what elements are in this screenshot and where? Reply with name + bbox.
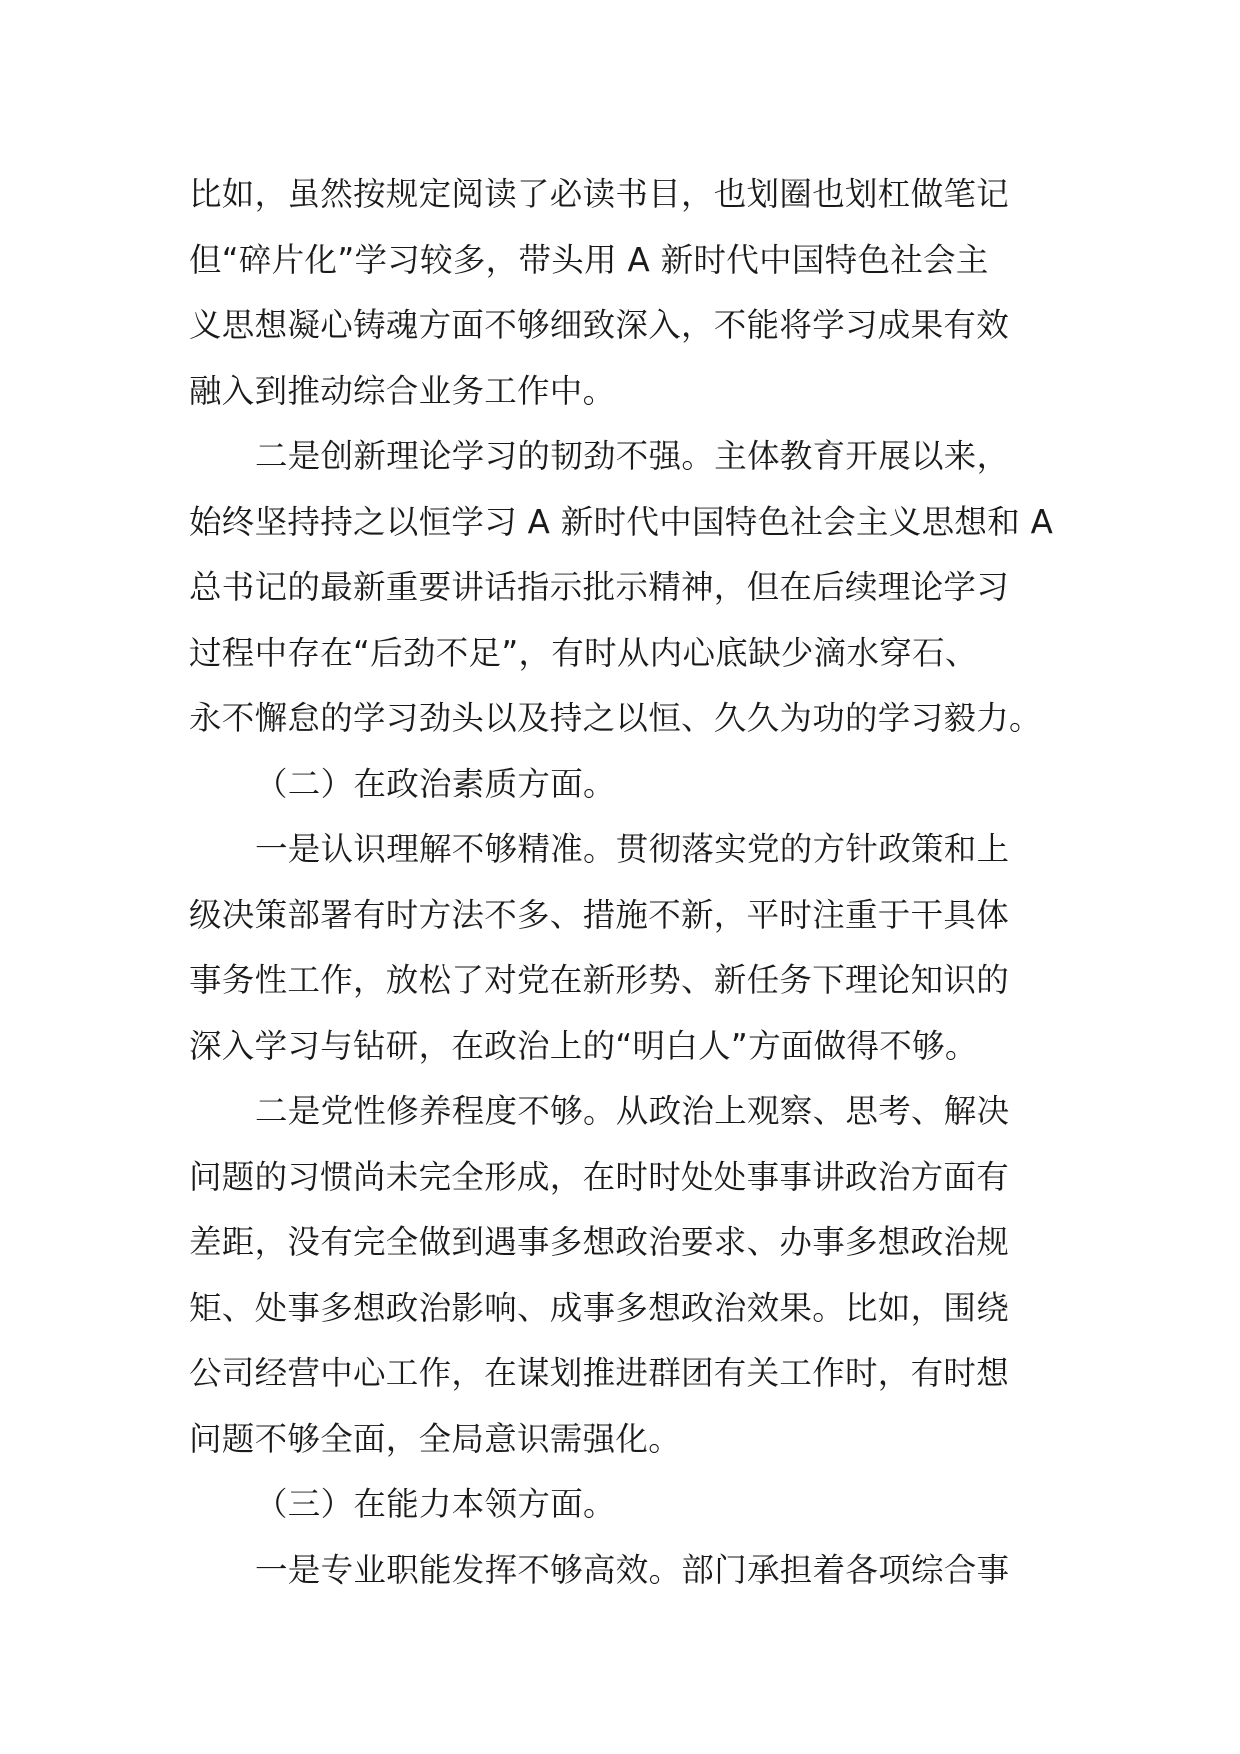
text-line: 但“碎片化”学习较多，带头用 A 新时代中国特色社会主 [189, 240, 989, 279]
text-line: 一是认识理解不够精准。贯彻落实党的方针政策和上 [255, 830, 1010, 868]
text-line: 级决策部署有时方法不多、措施不新，平时注重于干具体 [189, 895, 1010, 934]
text-line: 矩、处事多想政治影响、成事多想政治效果。比如，围绕 [189, 1288, 1010, 1327]
text-line: 公司经营中心工作，在谋划推进群团有关工作时，有时想 [189, 1354, 1010, 1392]
text-line: 一是专业职能发挥不够高效。部门承担着各项综合事 [255, 1550, 1010, 1589]
text-line: 深入学习与钻研，在政治上的“明白人”方面做得不够。 [189, 1026, 978, 1065]
text-line: 过程中存在“后劲不足”，有时从内心底缺少滴水穿石、 [189, 633, 978, 672]
text-line: 二是党性修养程度不够。从政治上观察、思考、解决 [255, 1092, 1010, 1130]
text-line: （三）在能力本领方面。 [255, 1485, 616, 1523]
text-line: 总书记的最新重要讲话指示批示精神，但在后续理论学习 [189, 568, 1010, 606]
text-line: 差距，没有完全做到遇事多想政治要求、办事多想政治规 [189, 1223, 1010, 1261]
text-line: 融入到推动综合业务工作中。 [189, 371, 616, 410]
text-line: 始终坚持持之以恒学习 A 新时代中国特色社会主义思想和 A [189, 502, 1054, 541]
text-line: 问题不够全面，全局意识需强化。 [189, 1419, 682, 1458]
text-line: 二是创新理论学习的韧劲不强。主体教育开展以来， [255, 437, 1010, 475]
body-text [189, 162, 1055, 1603]
text-line: 事务性工作，放松了对党在新形势、新任务下理论知识的 [189, 961, 1010, 999]
text-line: 永不懈怠的学习劲头以及持之以恒、久久为功的学习毅力。 [189, 699, 1042, 737]
text-line: 义思想凝心铸魂方面不够细致深入，不能将学习成果有效 [189, 306, 1010, 344]
text-line: （二）在政治素质方面。 [255, 764, 616, 803]
text-line: 比如，虽然按规定阅读了必读书目，也划圈也划杠做笔记 [189, 175, 1010, 213]
text-line: 问题的习惯尚未完全形成，在时时处处事事讲政治方面有 [189, 1157, 1010, 1196]
